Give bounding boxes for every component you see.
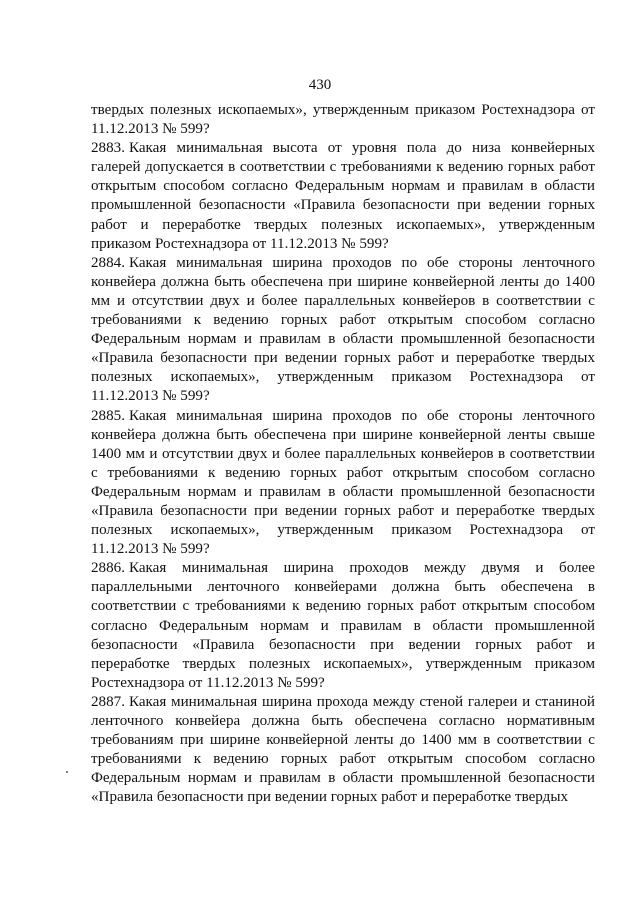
- page-number: 430: [308, 77, 332, 93]
- question-2884: [91, 254, 595, 407]
- question-2885: [91, 407, 595, 560]
- question-text: Какая минимальная высота от уровня пола до низа конвейерных галерей допускается в соответствии с требованиями к ведению горных работ открытым способом согласно Федеральным нормам и правилам в области промышленной безопасности «Правила безопасности при ведении горных работ и переработке твердых полезных ископаемых», утвержденным приказом Ростехнадзора от 11.12.2013 № 599?: [91, 140, 595, 252]
- question-text: Какая минимальная ширина проходов по обе стороны ленточного конвейера должна быть обеспечена при ширине конвейерной ленты свыше 1400 мм и отсутствии двух и более параллельных конвейеров в соответствии с требованиями к ведению горных работ открытым способом согласно Федеральным нормам и правилам в области промышленной безопасности «Правила безопасности при ведении горных работ и переработке твердых полезных ископаемых», утвержденным приказом Ростехнадзора от 11.12.2013 № 599?: [91, 407, 595, 558]
- continuation-paragraph: твердых полезных ископаемых», утвержденным приказом Ростехнадзора от 11.12.2013 № 599?: [91, 102, 595, 138]
- question-text: Какая минимальная ширина проходов по обе стороны ленточного конвейера должна быть обеспечена при ширине конвейерной ленты до 1400 мм и отсутствии двух и более параллельных конвейеров в соответствии с требованиями к ведению горных работ открытым способом согласно Федеральным нормам и правилам в области промышленной безопасности «Правила безопасности при ведении горных работ и переработке твердых полезных ископаемых», утвержденным приказом Ростехнадзора от 11.12.2013 № 599?: [91, 254, 595, 405]
- document-body: [91, 101, 595, 807]
- question-2883: [91, 139, 595, 254]
- question-number: 2886.: [91, 560, 125, 577]
- question-text: Какая минимальная ширина проходов между двумя и более параллельными ленточного конвейерами должна быть обеспечена в соответствии с требованиями к ведению горных работ открытым способом согласно Федеральным нормам и правилам в области промышленной безопасности «Правила безопасности при ведении горных работ и переработке твердых полезных ископаемых», утвержденным приказом Ростехнадзора от 11.12.2013 № 599?: [91, 560, 595, 691]
- scan-speck: [66, 771, 68, 773]
- question-2887: [91, 693, 595, 808]
- question-number: 2884.: [91, 254, 125, 271]
- question-number: 2887.: [91, 693, 125, 710]
- question-2886: [91, 559, 595, 693]
- question-number: 2883.: [91, 140, 125, 157]
- question-number: 2885.: [91, 407, 125, 424]
- question-text: Какая минимальная ширина прохода между стеной галереи и станиной ленточного конвейера должна быть обеспечена согласно нормативным требованиям при ширине конвейерной ленты до 1400 мм в соответствии с требованиями к ведению горных работ открытым способом согласно Федеральным нормам и правилам в области промышленной безопасности «Правила безопасности при ведении горных работ и переработке твердых: [91, 693, 595, 806]
